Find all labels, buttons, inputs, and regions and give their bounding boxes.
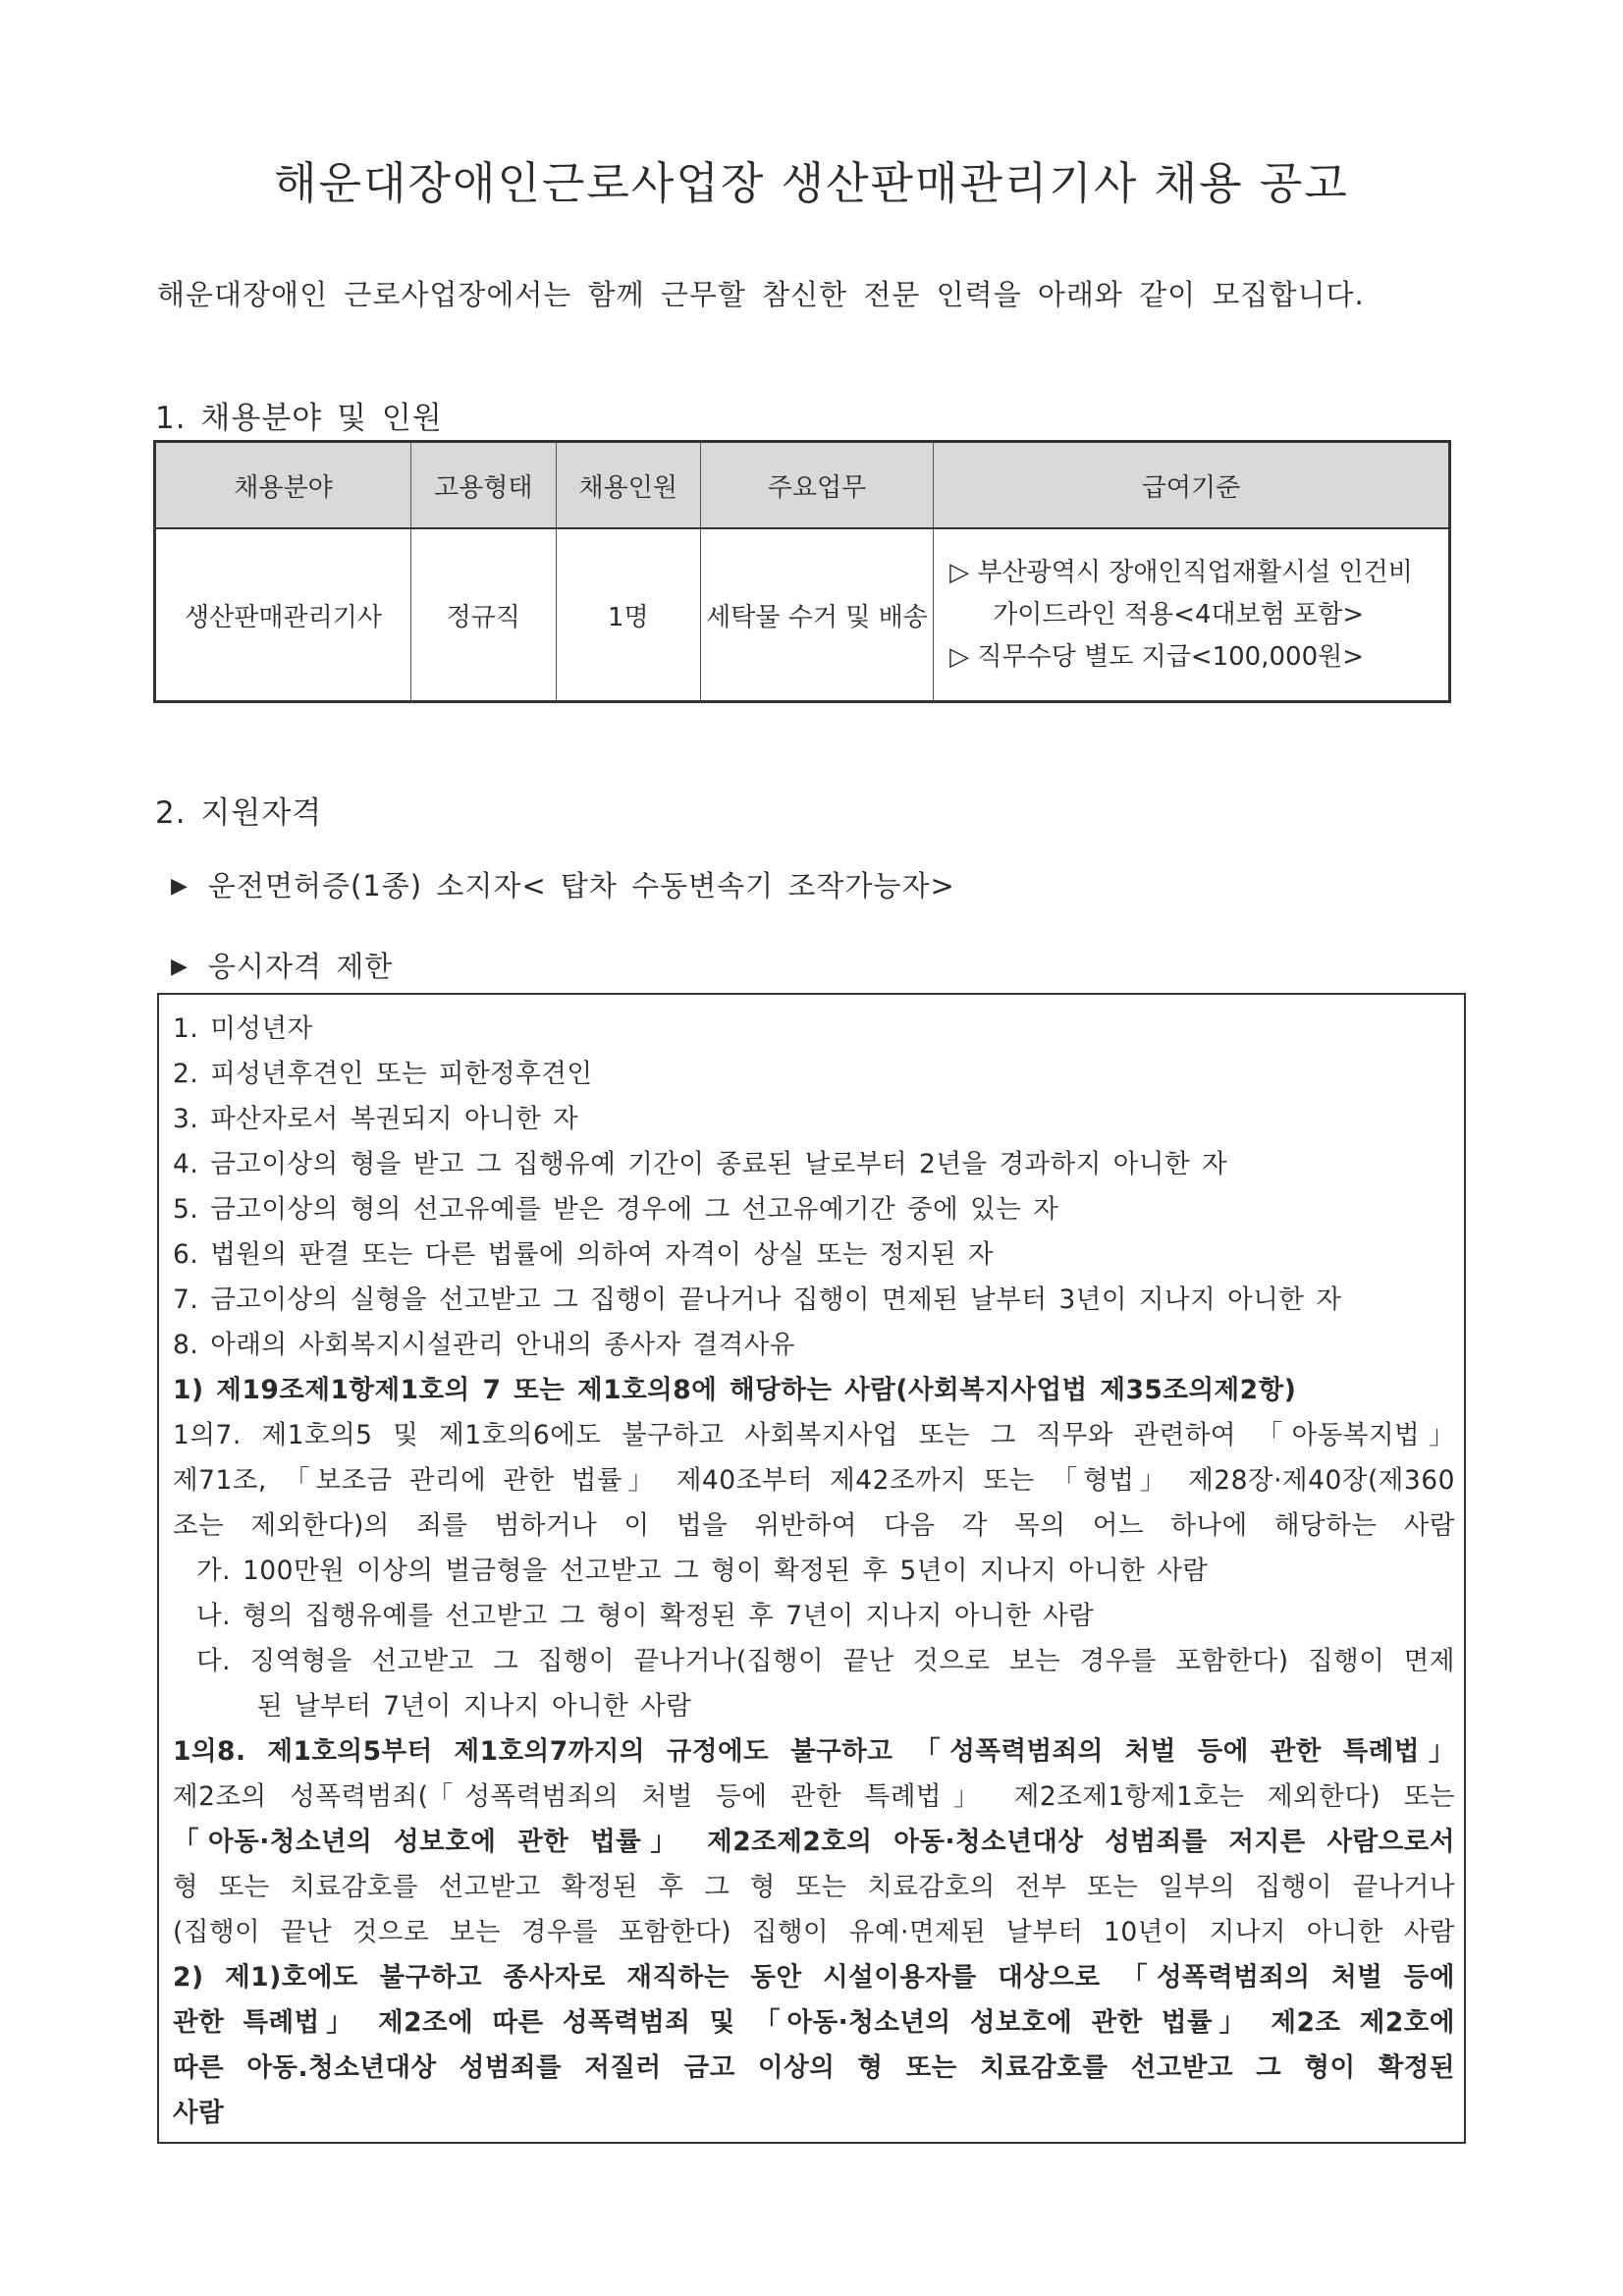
section-heading-qualification: 2. 지원자격 xyxy=(155,795,323,831)
restriction-item: 1) 제19조제1항제1호의 7 또는 제1호의8에 해당하는 사람(사회복지사업법 제35조의제2항) xyxy=(173,1375,1297,1405)
page-title: 해운대장애인근로사업장 생산판매관리기사 채용 공고 xyxy=(274,157,1349,209)
restriction-item: 6. 법원의 판결 또는 다른 법률에 의하여 자격이 상실 또는 정지된 자 xyxy=(173,1239,995,1270)
restriction-item: 따른 아동.청소년대상 성범죄를 저질러 금고 이상의 형 또는 치료감호를 선고받고 그 형이 확정된 xyxy=(173,2052,1455,2083)
cell-headcount: 1명 xyxy=(556,528,700,702)
qualification-bullet-restriction xyxy=(171,945,393,985)
bullet-triangle-icon: ▶ xyxy=(171,955,189,979)
header-field: 채용분야 xyxy=(155,442,411,529)
restriction-item: 「아동·청소년의 성보호에 관한 법률」 제2조제2호의 아동·청소년대상 성범죄를 저지른 사람으로서 xyxy=(173,1827,1455,1857)
restriction-item: 다. 징역형을 선고받고 그 집행이 끝나거나(집행이 끝난 것으로 보는 경우를 포함한다) 집행이 면제 xyxy=(196,1646,1455,1676)
restriction-item: 된 날부터 7년이 지나지 아니한 사람 xyxy=(257,1691,692,1722)
restriction-item: 1의7. 제1호의5 및 제1호의6에도 불구하고 사회복지사업 또는 그 직무와 관련하여 「아동복지법」 xyxy=(173,1420,1455,1450)
restriction-item: 형 또는 치료감호를 선고받고 확정된 후 그 형 또는 치료감호의 전부 또는 일부의 집행이 끝나거나 xyxy=(173,1872,1455,1902)
bullet-text: 응시자격 제한 xyxy=(207,950,394,983)
restriction-box xyxy=(157,993,1466,2144)
restriction-item: 8. 아래의 사회복지시설관리 안내의 종사자 결격사유 xyxy=(173,1330,795,1360)
header-headcount: 채용인원 xyxy=(556,442,700,529)
header-pay-standard: 급여기준 xyxy=(934,442,1450,529)
restriction-item: 제71조, 「보조금 관리에 관한 법률」 제40조부터 제42조까지 또는 「형법」 제28장·제40장(제360 xyxy=(173,1465,1455,1496)
restriction-item: (집행이 끝난 것으로 보는 경우를 포함한다) 집행이 유예·면제된 날부터 10년이 지나지 아니한 사람 xyxy=(173,1917,1455,1947)
restriction-item: 5. 금고이상의 형의 선고유예를 받은 경우에 그 선고유예기간 중에 있는 자 xyxy=(173,1194,1059,1225)
cell-field: 생산판매관리기사 xyxy=(155,528,411,702)
restriction-item: 관한 특례법」 제2조에 따른 성폭력범죄 및 「아동·청소년의 성보호에 관한 법률」 제2조 제2호에 xyxy=(173,2007,1455,2038)
header-employment-type: 고용형태 xyxy=(411,442,556,529)
restriction-item: 조는 제외한다)의 죄를 범하거나 이 법을 위반하여 다음 각 목의 어느 하나에 해당하는 사람 xyxy=(173,1510,1455,1541)
restriction-item: 나. 형의 집행유예를 선고받고 그 형이 확정된 후 7년이 지나지 아니한 사람 xyxy=(196,1601,1095,1631)
restriction-item: 제2조의 성폭력범죄(「성폭력범죄의 처벌 등에 관한 특례법」 제2조제1항제1호는 제외한다) 또는 xyxy=(173,1781,1455,1812)
table-row xyxy=(155,528,1450,702)
pay-line: ▷ 부산광역시 장애인직업재활시설 인건비 xyxy=(949,557,1413,587)
restriction-item: 1의8. 제1호의5부터 제1호의7까지의 규정에도 불구하고 「성폭력범죄의 처벌 등에 관한 특례법」 xyxy=(173,1736,1455,1767)
table-header-row xyxy=(155,442,1450,529)
restriction-item: 4. 금고이상의 형을 받고 그 집행유예 기간이 종료된 날로부터 2년을 경과하지 아니한 자 xyxy=(173,1149,1228,1179)
section-heading-recruit-field: 1. 채용분야 및 인원 xyxy=(155,401,443,436)
restriction-item: 2. 피성년후견인 또는 피한정후견인 xyxy=(173,1059,593,1089)
bullet-text: 운전면허증(1종) 소지자< 탑차 수동변속기 조작가능자> xyxy=(207,869,955,902)
restriction-item: 2) 제1)호에도 불구하고 종사자로 재직하는 동안 시설이용자를 대상으로 「성폭력범죄의 처벌 등에 xyxy=(173,1962,1455,1993)
pay-line: ▷ 직무수당 별도 지급<100,000원> xyxy=(949,641,1365,672)
cell-employment-type: 정규직 xyxy=(411,528,556,702)
cell-main-duty: 세탁물 수거 및 배송 xyxy=(700,528,933,702)
restriction-item: 사람 xyxy=(173,2098,225,2128)
header-main-duty: 주요업무 xyxy=(700,442,933,529)
recruit-table xyxy=(153,440,1451,703)
pay-line: 가이드라인 적용<4대보험 포함> xyxy=(993,599,1365,629)
cell-pay-standard xyxy=(934,528,1450,702)
restriction-item: 1. 미성년자 xyxy=(173,1013,313,1044)
restriction-item: 3. 파산자로서 복권되지 아니한 자 xyxy=(173,1104,579,1134)
bullet-triangle-icon: ▶ xyxy=(171,874,189,899)
intro-text: 해운대장애인 근로사업장에서는 함께 근무할 참신한 전문 인력을 아래와 같이 모집합니다. xyxy=(157,278,1365,311)
qualification-bullet-license xyxy=(171,864,955,904)
restriction-item: 가. 100만원 이상의 벌금형을 선고받고 그 형이 확정된 후 5년이 지나지 아니한 사람 xyxy=(196,1556,1209,1586)
restriction-item: 7. 금고이상의 실형을 선고받고 그 집행이 끝나거나 집행이 면제된 날부터 3년이 지나지 아니한 자 xyxy=(173,1285,1342,1315)
